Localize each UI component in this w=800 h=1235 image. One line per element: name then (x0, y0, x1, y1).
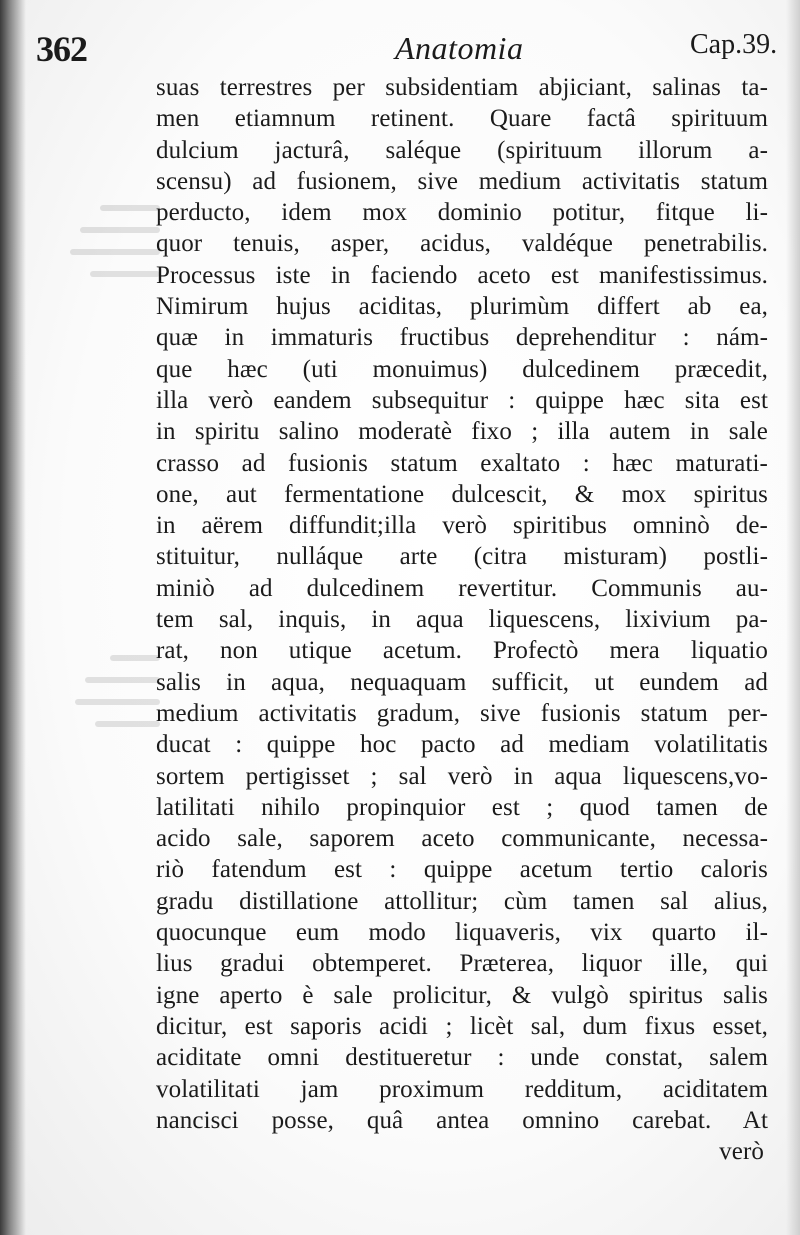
text-line: lius gradui obtemperet. Præterea, liquor ille, qui (156, 950, 768, 978)
text-line: quocunque eum modo liquaveris, vix quarto il- (156, 919, 768, 947)
text-line: sortem pertigisset ; sal verò in aqua liquescens,vo- (156, 762, 768, 790)
page-edge-shadow (786, 0, 800, 1235)
text-line: acido sale, saporem aceto communicante, necessa- (156, 825, 768, 853)
text-line: miniò ad dulcedinem revertitur. Communis au- (156, 574, 768, 602)
text-line: igne aperto è sale prolicitur, & vulgò spiritus salis (156, 981, 768, 1009)
text-line: Nimirum hujus aciditas, plurimùm differt ab ea, (156, 293, 768, 321)
text-line: aciditate omni destitueretur : unde constat, salem (156, 1044, 768, 1072)
text-line: salis in aqua, nequaquam sufficit, ut eundem ad (156, 668, 768, 696)
body-text (156, 72, 768, 1167)
text-line: quor tenuis, asper, acidus, valdéque penetrabilis. (156, 230, 768, 258)
text-line: tem sal, inquis, in aqua liquescens, lixivium pa- (156, 606, 768, 634)
running-title: Anatomia (395, 30, 524, 66)
text-line: in aërem diffundit;illa verò spiritibus omninò de- (156, 512, 768, 540)
text-line: dulcium jacturâ, saléque (spirituum illorum a- (156, 136, 768, 164)
text-line: scensu) ad fusionem, sive medium activitatis statum (156, 167, 768, 195)
text-line: nancisci posse, quâ antea omnino carebat. At (156, 1106, 768, 1134)
text-line: Processus iste in faciendo aceto est manifestissimus. (156, 261, 768, 289)
text-line: stituitur, nulláque arte (citra misturam) postli- (156, 543, 768, 571)
text-line: gradu distillatione attollitur; cùm tamen sal alius, (156, 887, 768, 915)
text-line: latilitati nihilo propinquior est ; quod tamen de (156, 793, 768, 821)
text-line: dicitur, est saporis acidi ; licèt sal, dum fixus esset, (156, 1012, 768, 1040)
text-line: quæ in immaturis fructibus deprehenditur : nám- (156, 324, 768, 352)
page-number: 362 (36, 29, 87, 69)
text-line: men etiamnum retinent. Quare factâ spirituum (156, 105, 768, 133)
text-line: rat, non utique acetum. Profectò mera liquatio (156, 637, 768, 665)
text-line: suas terrestres per subsidentiam abjiciant, salinas ta- (156, 74, 768, 101)
binding-shadow (0, 0, 26, 1235)
running-header (0, 22, 800, 72)
text-line: que hæc (uti monuimus) dulcedinem præcedit, (156, 355, 768, 383)
text-line: one, aut fermentatione dulcescit, & mox spiritus (156, 480, 768, 508)
text-line: medium activitatis gradum, sive fusionis statum per- (156, 699, 768, 727)
text-line: in spiritu salino moderatè fixo ; illa autem in sale (156, 418, 768, 446)
text-line: volatilitati jam proximum redditum, aciditatem (156, 1075, 768, 1103)
text-line: illa verò eandem subsequitur : quippe hæc sita est (156, 386, 768, 414)
show-through-text (30, 185, 170, 885)
chapter-reference: Cap.39. (690, 29, 778, 60)
text-line: ducat : quippe hoc pacto ad mediam volatilitatis (156, 731, 768, 759)
text-line: crasso ad fusionis statum exaltato : hæc maturati- (156, 449, 768, 477)
text-line: perducto, idem mox dominio potitur, fitque li- (156, 199, 768, 227)
text-line: riò fatendum est : quippe acetum tertio caloris (156, 856, 768, 884)
catchword: verò (719, 1138, 764, 1166)
